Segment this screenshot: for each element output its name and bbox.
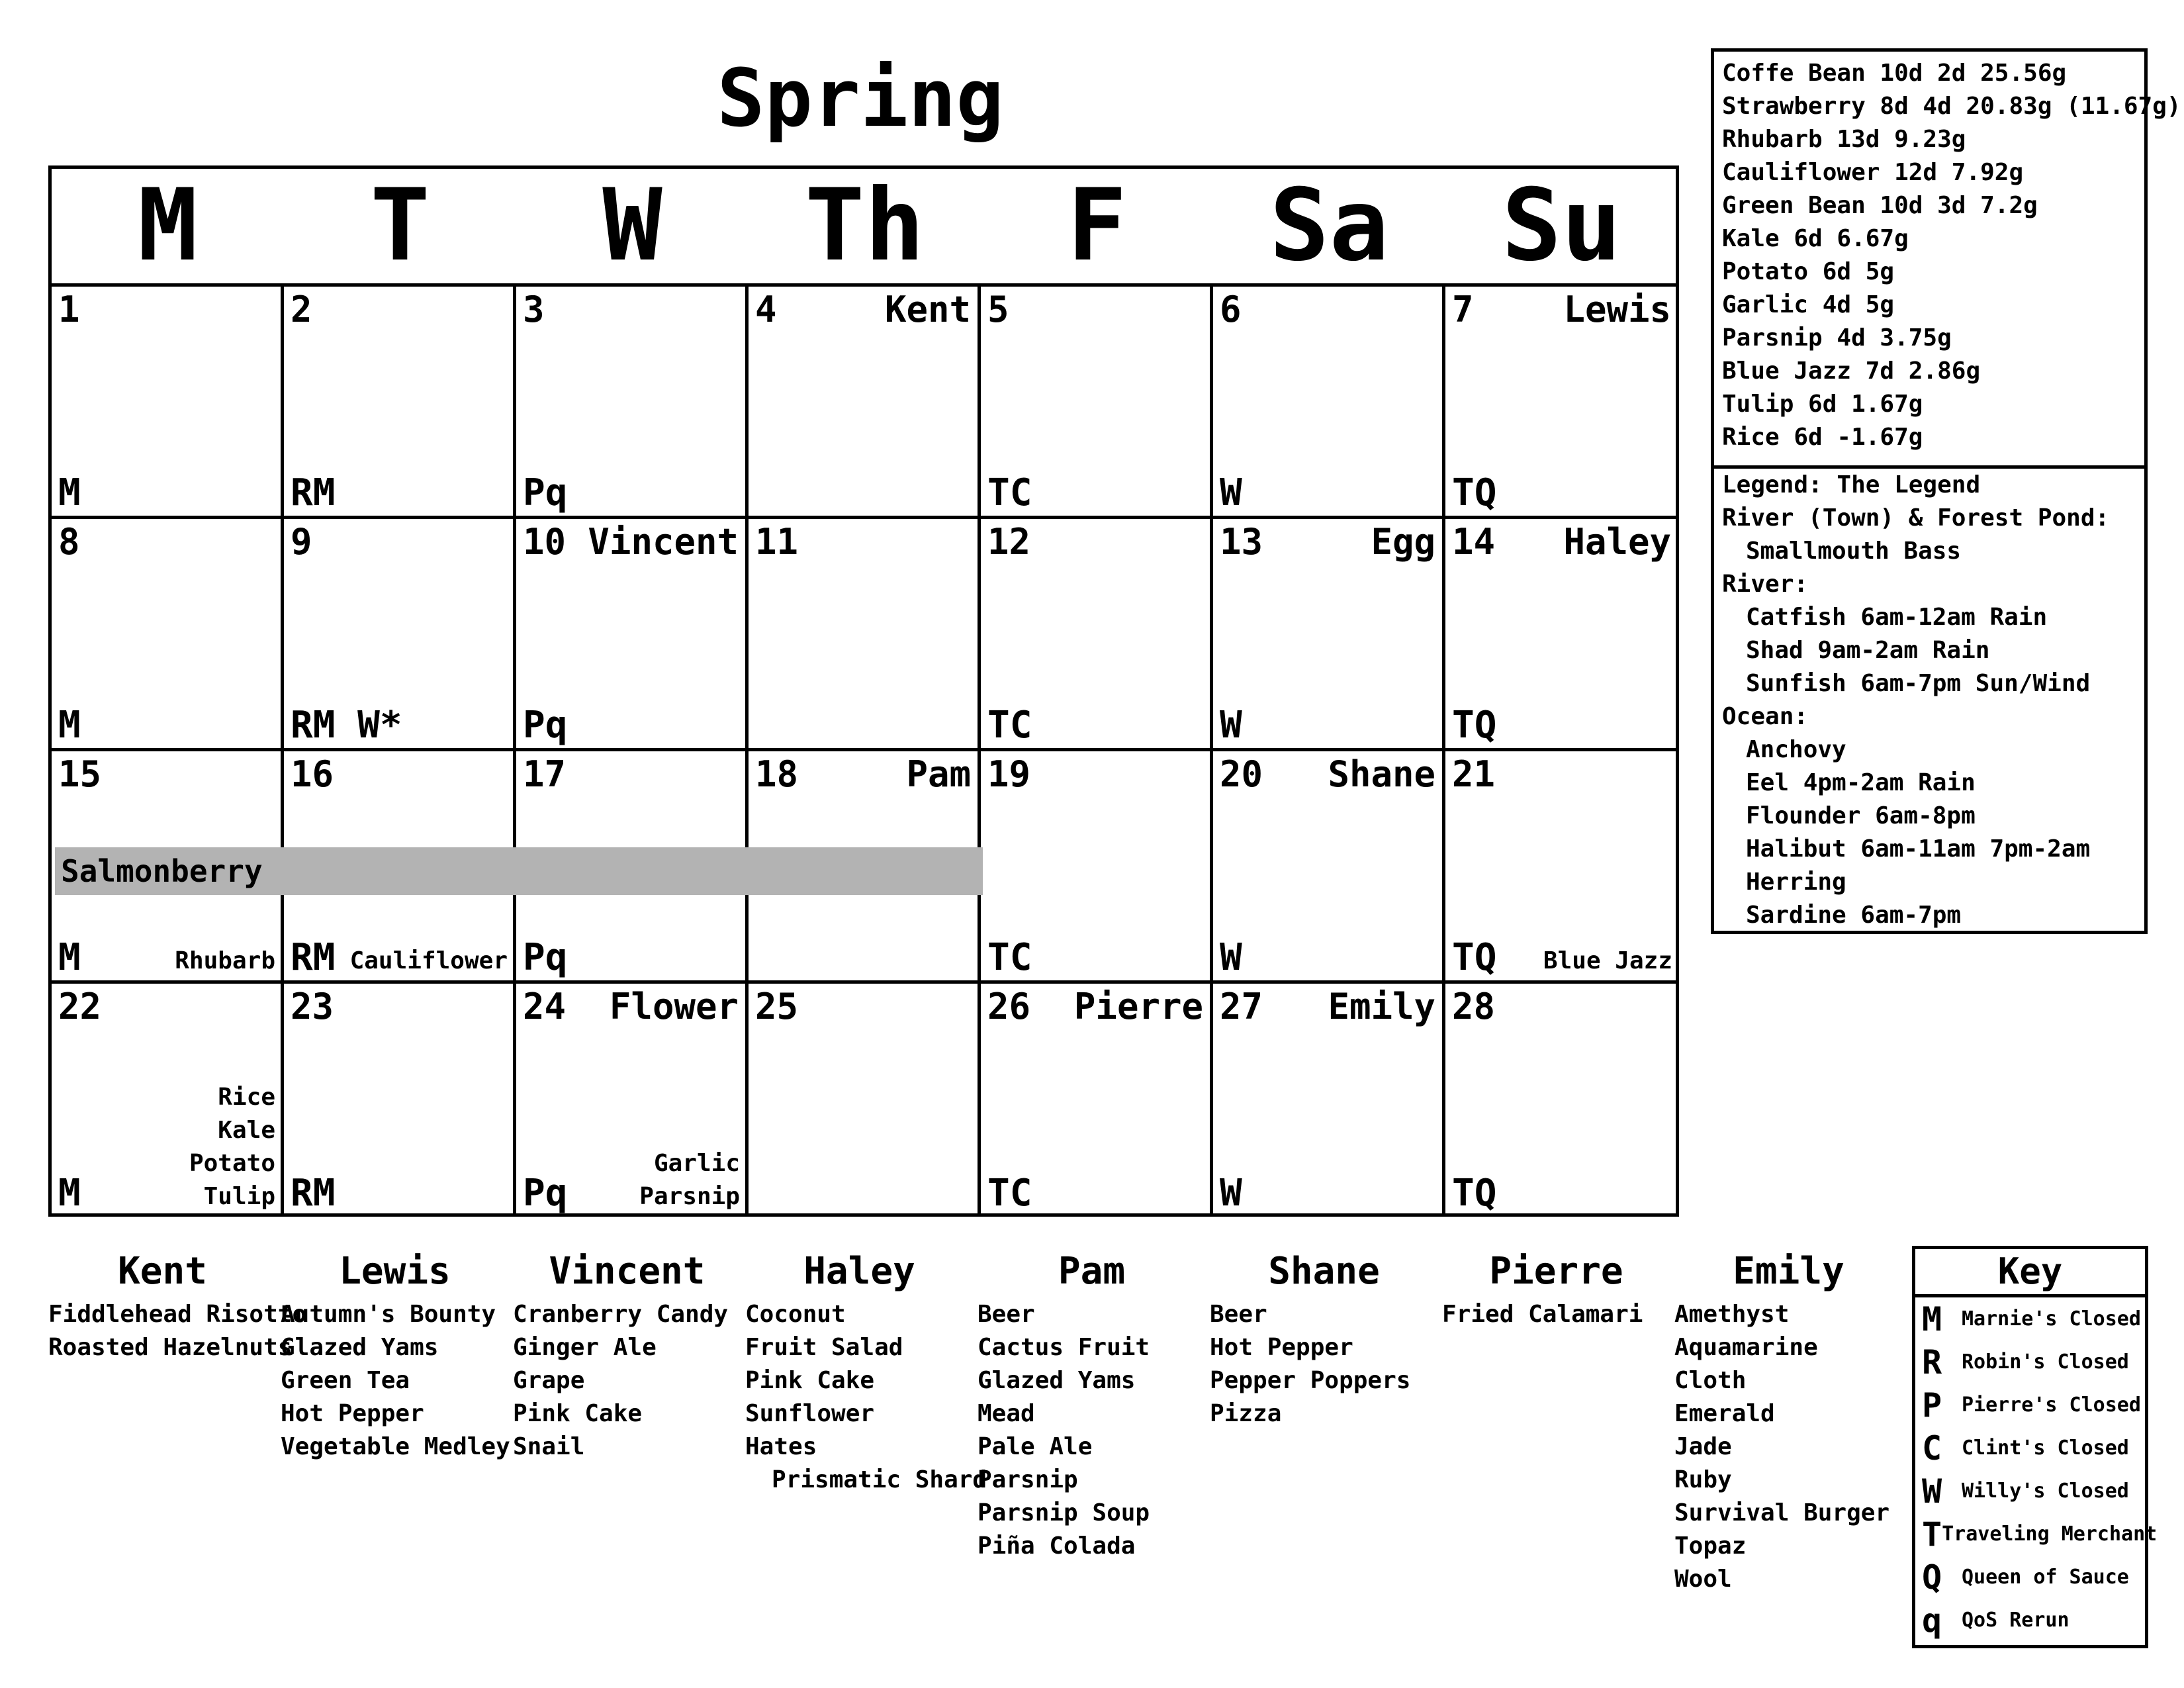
gift-item: Prismatic Shard bbox=[772, 1466, 987, 1493]
day-number: 1 bbox=[58, 289, 80, 330]
weekday-label: F bbox=[1067, 168, 1127, 283]
gift-item: Snail bbox=[513, 1433, 585, 1460]
day-cell bbox=[749, 519, 981, 751]
gift-column bbox=[48, 1248, 307, 1364]
key-title: Key bbox=[1915, 1249, 2145, 1297]
page-title: Spring bbox=[717, 53, 1004, 145]
day-number: 24 bbox=[523, 986, 567, 1027]
day-number: 9 bbox=[291, 521, 312, 563]
crop-name: Tulip bbox=[203, 1183, 275, 1210]
shop-closures: TQ bbox=[1452, 471, 1497, 514]
shop-closures: RM bbox=[291, 1172, 336, 1215]
salmonberry-label: Salmonberry bbox=[61, 853, 263, 889]
key-box bbox=[1912, 1246, 2158, 1648]
gift-item: Pink Cake bbox=[513, 1400, 643, 1427]
day-number: 17 bbox=[523, 753, 567, 795]
gift-item: Emerald bbox=[1674, 1400, 1775, 1427]
crop-harvest-note bbox=[1543, 945, 1672, 978]
gift-item: Fruit Salad bbox=[745, 1334, 903, 1361]
key-row bbox=[1915, 1297, 2145, 1340]
day-event: Egg bbox=[1371, 521, 1435, 563]
key-description: Clint's Closed bbox=[1962, 1436, 2129, 1460]
gift-item: Topaz bbox=[1674, 1532, 1747, 1560]
gift-item: Glazed Yams bbox=[281, 1334, 439, 1361]
gift-item: Pizza bbox=[1210, 1400, 1282, 1427]
day-number: 14 bbox=[1452, 521, 1496, 563]
day-cell bbox=[1213, 287, 1445, 519]
day-cell bbox=[981, 751, 1213, 984]
day-cell bbox=[1445, 519, 1678, 751]
day-event: Lewis bbox=[1563, 289, 1671, 330]
gift-item: Roasted Hazelnuts bbox=[48, 1334, 293, 1361]
day-number: 21 bbox=[1452, 753, 1496, 795]
crop-row: Blue Jazz 7d 2.86g bbox=[1722, 357, 1981, 385]
crop-harvest-note bbox=[189, 1081, 275, 1213]
day-number: 15 bbox=[58, 753, 102, 795]
fish-row: Catfish 6am-12am Rain bbox=[1746, 604, 2048, 631]
gift-item: Aquamarine bbox=[1674, 1334, 1818, 1361]
day-cell bbox=[284, 519, 516, 751]
day-event: Haley bbox=[1563, 521, 1671, 563]
key-letter: P bbox=[1922, 1385, 1942, 1425]
calendar-grid bbox=[48, 165, 1679, 1217]
gift-column bbox=[1210, 1248, 1438, 1430]
villager-name: Lewis bbox=[339, 1250, 451, 1293]
gift-item: Mead bbox=[978, 1400, 1035, 1427]
key-row bbox=[1915, 1470, 2145, 1513]
crop-name: Rhubarb bbox=[175, 947, 275, 974]
day-number: 2 bbox=[291, 289, 312, 330]
gift-column bbox=[513, 1248, 741, 1464]
fish-row: Halibut 6am-11am 7pm-2am bbox=[1746, 835, 2091, 863]
gift-item: Ruby bbox=[1674, 1466, 1732, 1493]
day-number: 22 bbox=[58, 986, 102, 1027]
crop-name: Parsnip bbox=[639, 1183, 740, 1210]
key-row bbox=[1915, 1599, 2145, 1642]
villager-name: Vincent bbox=[549, 1250, 705, 1293]
crop-name: Rice bbox=[218, 1084, 275, 1111]
shop-closures: W bbox=[1220, 936, 1242, 979]
day-cell bbox=[52, 984, 284, 1216]
key-row bbox=[1915, 1513, 2158, 1556]
day-number: 26 bbox=[987, 986, 1031, 1027]
day-event: Pam bbox=[906, 753, 971, 795]
gift-column bbox=[978, 1248, 1206, 1563]
gift-item: Fried Calamari bbox=[1442, 1301, 1643, 1328]
shop-closures: M bbox=[58, 936, 81, 979]
day-cell bbox=[284, 984, 516, 1216]
gift-item: Beer bbox=[978, 1301, 1035, 1328]
key-description: Marnie's Closed bbox=[1962, 1307, 2141, 1331]
day-number: 16 bbox=[291, 753, 334, 795]
gift-item: Green Tea bbox=[281, 1367, 410, 1394]
day-number: 23 bbox=[291, 986, 334, 1027]
key-letter: Q bbox=[1922, 1558, 1942, 1597]
day-number: 7 bbox=[1452, 289, 1474, 330]
shop-closures: RM bbox=[291, 936, 336, 979]
gift-item: Autumn's Bounty bbox=[281, 1301, 496, 1328]
crop-row: Rice 6d -1.67g bbox=[1722, 424, 1923, 451]
crop-harvest-note bbox=[639, 1147, 740, 1213]
shop-closures: RM bbox=[291, 471, 336, 514]
key-row bbox=[1915, 1383, 2145, 1427]
crop-profit-list bbox=[1714, 52, 2181, 469]
day-cell bbox=[981, 984, 1213, 1216]
crop-row: Potato 6d 5g bbox=[1722, 258, 1895, 285]
weekday-label: Th bbox=[805, 168, 925, 283]
day-number: 10 bbox=[523, 521, 567, 563]
day-event: Emily bbox=[1328, 986, 1435, 1027]
day-number: 20 bbox=[1220, 753, 1263, 795]
day-cell bbox=[749, 984, 981, 1216]
gift-item: Beer bbox=[1210, 1301, 1267, 1328]
shop-closures: W bbox=[1220, 1172, 1242, 1215]
key-description: Traveling Merchant bbox=[1942, 1523, 2158, 1546]
day-cell bbox=[516, 984, 749, 1216]
crop-row: Strawberry 8d 4d 20.83g (11.67g) bbox=[1722, 93, 2181, 120]
shop-closures: RM W* bbox=[291, 704, 402, 747]
key-description: QoS Rerun bbox=[1962, 1609, 2070, 1632]
day-cell bbox=[284, 287, 516, 519]
key-letter: T bbox=[1922, 1515, 1942, 1554]
gift-item: Vegetable Medley bbox=[281, 1433, 510, 1460]
fish-row: Smallmouth Bass bbox=[1746, 538, 1962, 565]
key-letter: q bbox=[1922, 1601, 1942, 1640]
gift-column bbox=[1674, 1248, 1903, 1596]
fish-row: Legend: The Legend bbox=[1722, 471, 1981, 498]
shop-closures: TC bbox=[987, 471, 1032, 514]
gift-item: Jade bbox=[1674, 1433, 1732, 1460]
crop-row: Garlic 4d 5g bbox=[1722, 291, 1895, 318]
day-number: 11 bbox=[755, 521, 799, 563]
shop-closures: M bbox=[58, 1172, 81, 1215]
crop-row: Parsnip 4d 3.75g bbox=[1722, 324, 1952, 352]
day-number: 27 bbox=[1220, 986, 1263, 1027]
gift-item: Cranberry Candy bbox=[513, 1301, 729, 1328]
day-cell bbox=[516, 287, 749, 519]
shop-closures: M bbox=[58, 471, 81, 514]
weekday-label: W bbox=[602, 168, 662, 283]
gift-column bbox=[745, 1248, 987, 1497]
gift-item: Coconut bbox=[745, 1301, 846, 1328]
day-event: Shane bbox=[1328, 753, 1435, 795]
crop-name: Blue Jazz bbox=[1543, 947, 1672, 974]
gift-item: Hot Pepper bbox=[1210, 1334, 1353, 1361]
day-number: 18 bbox=[755, 753, 799, 795]
gift-item: Survival Burger bbox=[1674, 1499, 1890, 1526]
crop-name: Potato bbox=[189, 1150, 275, 1177]
day-cell bbox=[52, 287, 284, 519]
day-cell bbox=[981, 519, 1213, 751]
shop-closures: Pq bbox=[523, 936, 568, 979]
weekday-label: T bbox=[370, 168, 430, 283]
fish-row: Herring bbox=[1746, 868, 1846, 896]
gift-item: Glazed Yams bbox=[978, 1367, 1136, 1394]
shop-closures: TC bbox=[987, 704, 1032, 747]
day-cell bbox=[516, 519, 749, 751]
key-description: Queen of Sauce bbox=[1962, 1566, 2129, 1589]
key-description: Pierre's Closed bbox=[1962, 1393, 2141, 1417]
crop-row: Rhubarb 13d 9.23g bbox=[1722, 126, 1966, 153]
shop-closures: TQ bbox=[1452, 704, 1497, 747]
gift-item: Ginger Ale bbox=[513, 1334, 657, 1361]
villager-name: Haley bbox=[803, 1250, 915, 1293]
gift-item: Pepper Poppers bbox=[1210, 1367, 1411, 1394]
key-description: Robin's Closed bbox=[1962, 1350, 2129, 1374]
day-number: 4 bbox=[755, 289, 777, 330]
fish-row: Eel 4pm-2am Rain bbox=[1746, 769, 1976, 796]
key-letter: R bbox=[1922, 1342, 1942, 1382]
day-number: 13 bbox=[1220, 521, 1263, 563]
fish-row: Shad 9am-2am Rain bbox=[1746, 637, 1990, 664]
day-number: 12 bbox=[987, 521, 1031, 563]
gift-item: Sunflower bbox=[745, 1400, 875, 1427]
gift-item: Hot Pepper bbox=[281, 1400, 424, 1427]
gift-item: Fiddlehead Risotto bbox=[48, 1301, 307, 1328]
gift-item: Cactus Fruit bbox=[978, 1334, 1150, 1361]
day-event: Pierre bbox=[1073, 986, 1203, 1027]
fish-row: River: bbox=[1722, 571, 1809, 598]
gift-item: Parsnip Soup bbox=[978, 1499, 1150, 1526]
day-event: Vincent bbox=[588, 521, 739, 563]
fish-row: Anchovy bbox=[1746, 736, 1846, 763]
day-number: 25 bbox=[755, 986, 799, 1027]
key-letter: C bbox=[1922, 1429, 1942, 1468]
villager-name: Emily bbox=[1733, 1250, 1844, 1293]
key-entries bbox=[1915, 1297, 2158, 1642]
day-cell bbox=[1445, 984, 1678, 1216]
day-cell bbox=[1213, 751, 1445, 984]
fish-row: Ocean: bbox=[1722, 703, 1809, 730]
weekday-header bbox=[52, 169, 1676, 287]
day-event: Flower bbox=[609, 986, 739, 1027]
day-number: 8 bbox=[58, 521, 80, 563]
gift-item: Cloth bbox=[1674, 1367, 1747, 1394]
crop-name: Kale bbox=[218, 1117, 275, 1144]
villager-name: Pam bbox=[1058, 1250, 1126, 1293]
day-cell bbox=[1445, 287, 1678, 519]
shop-closures: TC bbox=[987, 1172, 1032, 1215]
crop-row: Cauliflower 12d 7.92g bbox=[1722, 159, 2024, 186]
villager-name: Pierre bbox=[1489, 1250, 1623, 1293]
shop-closures: Pq bbox=[523, 1172, 568, 1215]
crop-name: Cauliflower bbox=[349, 947, 508, 974]
day-cell bbox=[981, 287, 1213, 519]
day-number: 6 bbox=[1220, 289, 1242, 330]
weekday-label: M bbox=[138, 168, 198, 283]
shop-closures: Pq bbox=[523, 704, 568, 747]
day-cell bbox=[1445, 751, 1678, 984]
day-number: 19 bbox=[987, 753, 1031, 795]
fish-row: Sunfish 6am-7pm Sun/Wind bbox=[1746, 670, 2091, 697]
shop-closures: TQ bbox=[1452, 1172, 1497, 1215]
crop-name: Garlic bbox=[653, 1150, 740, 1177]
day-number: 5 bbox=[987, 289, 1009, 330]
key-letter: M bbox=[1922, 1299, 1942, 1338]
info-panel bbox=[1711, 48, 2181, 934]
crop-row: Green Bean 10d 3d 7.2g bbox=[1722, 192, 2038, 219]
villager-name: Shane bbox=[1268, 1250, 1380, 1293]
key-letter: W bbox=[1922, 1472, 1942, 1511]
day-number: 28 bbox=[1452, 986, 1496, 1027]
shop-closures: W bbox=[1220, 471, 1242, 514]
gift-item: Pale Ale bbox=[978, 1433, 1093, 1460]
gift-item: Parsnip bbox=[978, 1466, 1078, 1493]
day-cell bbox=[1213, 519, 1445, 751]
weekday-label: Sa bbox=[1269, 168, 1389, 283]
key-description: Willy's Closed bbox=[1962, 1479, 2129, 1503]
gift-item: Wool bbox=[1674, 1566, 1732, 1593]
day-number: 3 bbox=[523, 289, 545, 330]
crop-row: Kale 6d 6.67g bbox=[1722, 225, 1909, 252]
key-row bbox=[1915, 1556, 2145, 1599]
fish-list bbox=[1714, 469, 2144, 932]
key-row bbox=[1915, 1427, 2145, 1470]
fish-row: Flounder 6am-8pm bbox=[1746, 802, 1976, 829]
crop-harvest-note bbox=[350, 945, 508, 978]
gift-item: Amethyst bbox=[1674, 1301, 1790, 1328]
gift-column bbox=[1442, 1248, 1670, 1331]
day-event: Kent bbox=[884, 289, 971, 330]
gift-item: Piña Colada bbox=[978, 1532, 1136, 1560]
fish-row: Sardine 6am-7pm bbox=[1746, 902, 1962, 929]
day-cell bbox=[749, 287, 981, 519]
villager-name: Kent bbox=[118, 1250, 207, 1293]
shop-closures: M bbox=[58, 704, 81, 747]
crop-row: Tulip 6d 1.67g bbox=[1722, 391, 1923, 418]
gift-item: Hates bbox=[745, 1433, 817, 1460]
shop-closures: TC bbox=[987, 936, 1032, 979]
key-row bbox=[1915, 1340, 2145, 1383]
crop-harvest-note bbox=[175, 945, 275, 978]
shop-closures: TQ bbox=[1452, 936, 1497, 979]
shop-closures: W bbox=[1220, 704, 1242, 747]
crop-row: Coffe Bean 10d 2d 25.56g bbox=[1722, 60, 2067, 87]
gift-item: Pink Cake bbox=[745, 1367, 875, 1394]
day-cell bbox=[1213, 984, 1445, 1216]
weekday-label: Su bbox=[1502, 168, 1621, 283]
gift-column bbox=[281, 1248, 509, 1464]
day-cell bbox=[52, 519, 284, 751]
shop-closures: Pq bbox=[523, 471, 568, 514]
gift-item: Grape bbox=[513, 1367, 585, 1394]
fish-row: River (Town) & Forest Pond: bbox=[1722, 504, 2110, 532]
